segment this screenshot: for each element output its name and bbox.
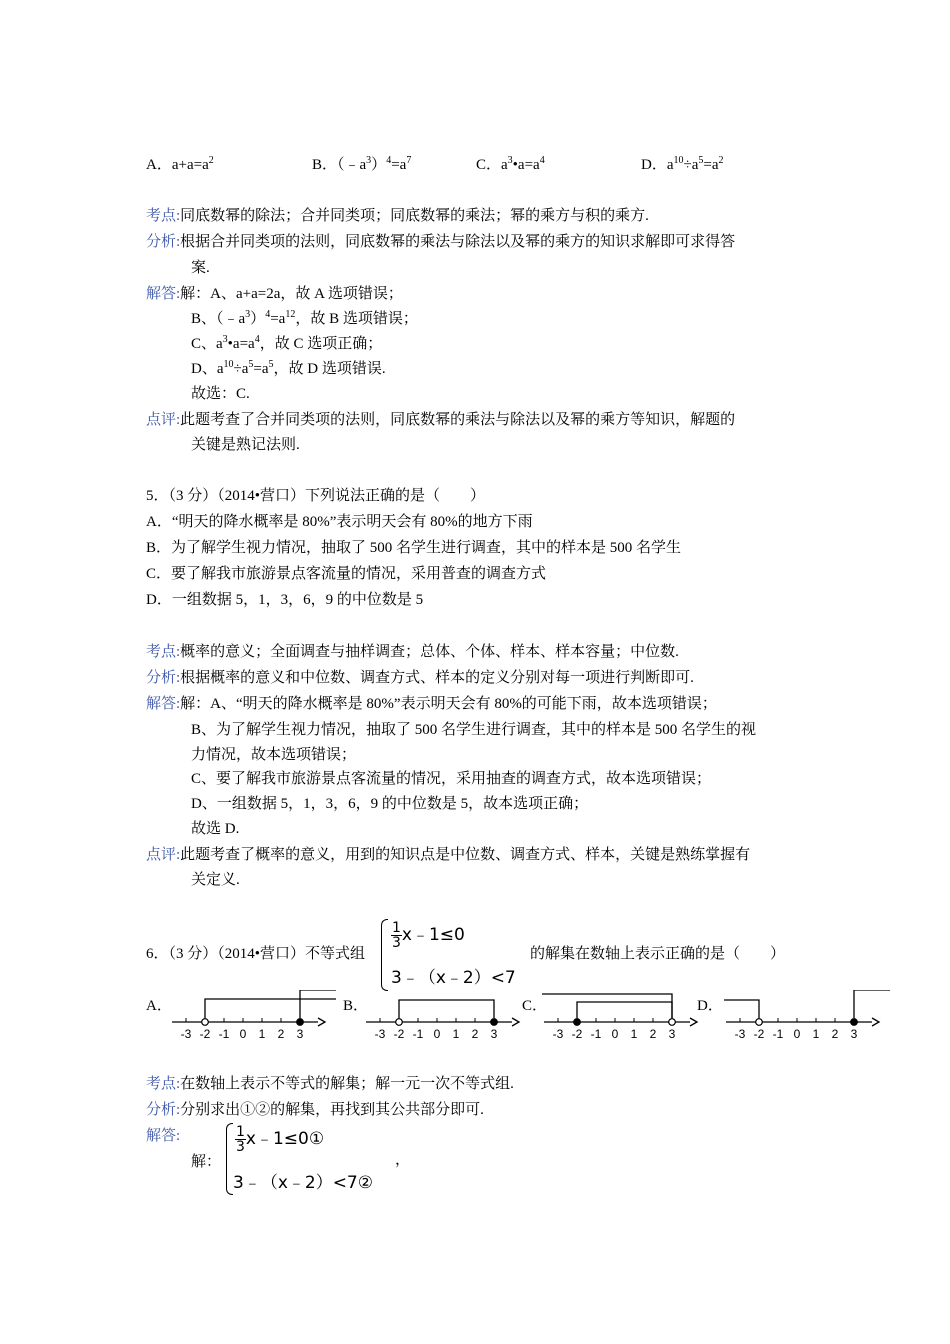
q5-jieda-c: C、要了解我市旅游景点客流量的情况，采用抽查的调查方式，故本选项错误；: [191, 771, 712, 787]
axis-arrow: [690, 1018, 697, 1026]
number-line-c: [540, 990, 710, 1042]
tick-label: 0: [239, 1027, 247, 1041]
tick-label: 0: [793, 1027, 801, 1041]
tick-label: 0: [433, 1027, 441, 1041]
tick-label: -2: [753, 1027, 765, 1041]
axis-arrow: [512, 1018, 519, 1026]
q5-jieda-b-cont: 力情况，故本选项错误；: [191, 747, 357, 763]
closed-endpoint: [297, 1019, 304, 1026]
number-line-b: [362, 990, 532, 1042]
tick-label: -3: [552, 1027, 564, 1041]
q6-jieda: [146, 1126, 180, 1146]
tick-label: 2: [277, 1027, 285, 1041]
solution-ray-right: [300, 990, 336, 1018]
fraction: $\frac{1}{3}$: [236, 1123, 245, 1155]
q6-fenxi: 分析:分别求出①②的解集，再找到其公共部分即可.: [146, 1102, 484, 1118]
tick-label: 1: [452, 1027, 460, 1041]
q6-option-d-label: D．: [697, 998, 723, 1014]
q5-dianping: 点评:此题考查了概率的意义，用到的知识点是中位数、调查方式、样本，关键是熟练掌握有: [146, 847, 751, 863]
fenxi-tag: 分析:: [146, 234, 181, 250]
tick-label: -1: [772, 1027, 784, 1041]
tick-label: -2: [393, 1027, 405, 1041]
kaodian-tag: 考点:: [146, 208, 181, 224]
q6-option-b-label: B．: [343, 998, 369, 1014]
number-line-a: [168, 990, 338, 1042]
q5-option-b: B．为了解学生视力情况，抽取了 500 名学生进行调查，其中的样本是 500 名学生: [146, 540, 682, 556]
q4-jieda-c: C、$a^3•a=a^4$，故 C 选项正确；: [191, 334, 383, 352]
solution-ray-right: [854, 990, 890, 1018]
q6-jie: 解：: [191, 1154, 222, 1170]
q4-kaodian: 考点:同底数幂的除法；合并同类项；同底数幂的乘法；幂的乘方与积的乘方.: [146, 208, 649, 224]
q5-jieda-d: D、一组数据 5，1，3，6，9 的中位数是 5，故本选项正确；: [191, 796, 589, 812]
closed-endpoint: [574, 1019, 581, 1026]
tick-label: -1: [412, 1027, 424, 1041]
q5-stem: 5．（3 分）（2014•营口）下列说法正确的是（ ）: [146, 488, 486, 504]
jieda-tag: 解答:: [146, 1128, 181, 1144]
q4-fenxi-cont: 案.: [191, 260, 210, 276]
q6-solution-brace: [226, 1123, 233, 1195]
q6-stem-post: 的解集在数轴上表示正确的是（ ）: [530, 946, 786, 962]
q5-jieda-select: 故选 D.: [191, 821, 240, 837]
q4-jieda: 解答:解：A、a+a=2a，故 A 选项错误；: [146, 286, 403, 302]
q6-solution-line-1: $\frac{1}{3}$ x﹣1≤0①: [236, 1123, 325, 1155]
q6-option-a-label: A．: [146, 998, 172, 1014]
solution-ray-left: [724, 1000, 759, 1018]
tick-label: -3: [374, 1027, 386, 1041]
tick-label: -1: [218, 1027, 230, 1041]
solution-bracket: [577, 1002, 672, 1018]
q6-solution-comma: ，: [395, 1152, 411, 1168]
jieda-tag: 解答:: [146, 286, 181, 302]
tick-label: -1: [590, 1027, 602, 1041]
open-endpoint: [396, 1019, 403, 1026]
open-endpoint: [756, 1019, 763, 1026]
number-line-d: [722, 990, 892, 1042]
jieda-tag: 解答:: [146, 696, 181, 712]
q6-kaodian: 考点:在数轴上表示不等式的解集；解一元一次不等式组.: [146, 1076, 514, 1092]
fenxi-tag: 分析:: [146, 1102, 181, 1118]
q5-dianping-cont: 关定义.: [191, 872, 240, 888]
fraction: $\frac{1}{3}$: [392, 919, 401, 951]
tick-label: 3: [296, 1027, 304, 1041]
tick-label: 2: [831, 1027, 839, 1041]
q6-system-line-1: $\frac{1}{3}$ x﹣1≤0: [392, 919, 465, 951]
q6-solution-line-2: 3﹣（x﹣2）<7②: [233, 1173, 373, 1193]
tick-label: 1: [630, 1027, 638, 1041]
axis-arrow: [872, 1018, 879, 1026]
dianping-tag: 点评:: [146, 412, 181, 428]
solution-ray-right: [205, 999, 336, 1018]
dianping-tag: 点评:: [146, 847, 181, 863]
kaodian-tag: 考点:: [146, 644, 181, 660]
q4-dianping-cont: 关键是熟记法则.: [191, 437, 300, 453]
tick-label: -2: [199, 1027, 211, 1041]
q4-fenxi: 分析:根据合并同类项的法则，同底数幂的乘法与除法以及幂的乘方的知识求解即可求得答: [146, 234, 736, 250]
q5-fenxi: 分析:根据概率的意义和中位数、调查方式、样本的定义分别对每一项进行判断即可.: [146, 670, 694, 686]
q5-jieda-b: B、为了解学生视力情况，抽取了 500 名学生进行调查，其中的样本是 500 名学生的视: [191, 722, 757, 738]
q4-jieda-d: D、$a^{10}\div a^5=a^5$，故 D 选项错误.: [191, 359, 386, 377]
q4-option-d: D．$a^{10}\div a^5=a^2$: [641, 155, 724, 173]
tick-label: 0: [611, 1027, 619, 1041]
q5-option-d: D．一组数据 5，1，3，6，9 的中位数是 5: [146, 592, 424, 608]
q5-option-a: A．“明天的降水概率是 80%”表示明天会有 80%的地方下雨: [146, 514, 533, 530]
open-endpoint: [202, 1019, 209, 1026]
tick-label: -3: [180, 1027, 192, 1041]
solution-bracket: [399, 1000, 494, 1018]
q4-option-a: A．$a+a=a^2$: [146, 155, 214, 173]
q5-kaodian: 考点:概率的意义；全面调查与抽样调查；总体、个体、样本、样本容量；中位数.: [146, 644, 679, 660]
q5-jieda: 解答:解：A、“明天的降水概率是 80%”表示明天会有 80%的可能下雨，故本选项错误；: [146, 696, 717, 712]
tick-label: -2: [571, 1027, 583, 1041]
kaodian-tag: 考点:: [146, 1076, 181, 1092]
q4-dianping: 点评:此题考查了合并同类项的法则，同底数幂的乘法与除法以及幂的乘方等知识，解题的: [146, 412, 736, 428]
q4-option-b: B．$(﹣a^3)^4=a^7$: [312, 155, 412, 173]
q4-option-c: C．$a^3•a=a^4$: [476, 155, 545, 173]
q4-jieda-select: 故选：C.: [191, 386, 250, 402]
closed-endpoint: [851, 1019, 858, 1026]
q6-stem-pre: 6．（3 分）（2014•营口）不等式组: [146, 946, 366, 962]
tick-label: -3: [734, 1027, 746, 1041]
tick-label: 1: [258, 1027, 266, 1041]
open-endpoint: [669, 1019, 676, 1026]
q5-option-c: C．要了解我市旅游景点客流量的情况，采用普查的调查方式: [146, 566, 547, 582]
q6-option-c-label: C．: [522, 998, 548, 1014]
q6-system-brace: [381, 919, 388, 991]
tick-label: 3: [668, 1027, 676, 1041]
q6-system-line-2: 3﹣（x﹣2）<7: [391, 968, 516, 988]
tick-label: 2: [471, 1027, 479, 1041]
solution-ray-left: [542, 994, 672, 1018]
closed-endpoint: [491, 1019, 498, 1026]
tick-label: 3: [850, 1027, 858, 1041]
tick-label: 1: [812, 1027, 820, 1041]
axis-arrow: [318, 1018, 325, 1026]
tick-label: 2: [649, 1027, 657, 1041]
q4-jieda-b: B、$(﹣a^3)^4=a^{12}$，故 B 选项错误；: [191, 309, 418, 327]
fenxi-tag: 分析:: [146, 670, 181, 686]
tick-label: 3: [490, 1027, 498, 1041]
